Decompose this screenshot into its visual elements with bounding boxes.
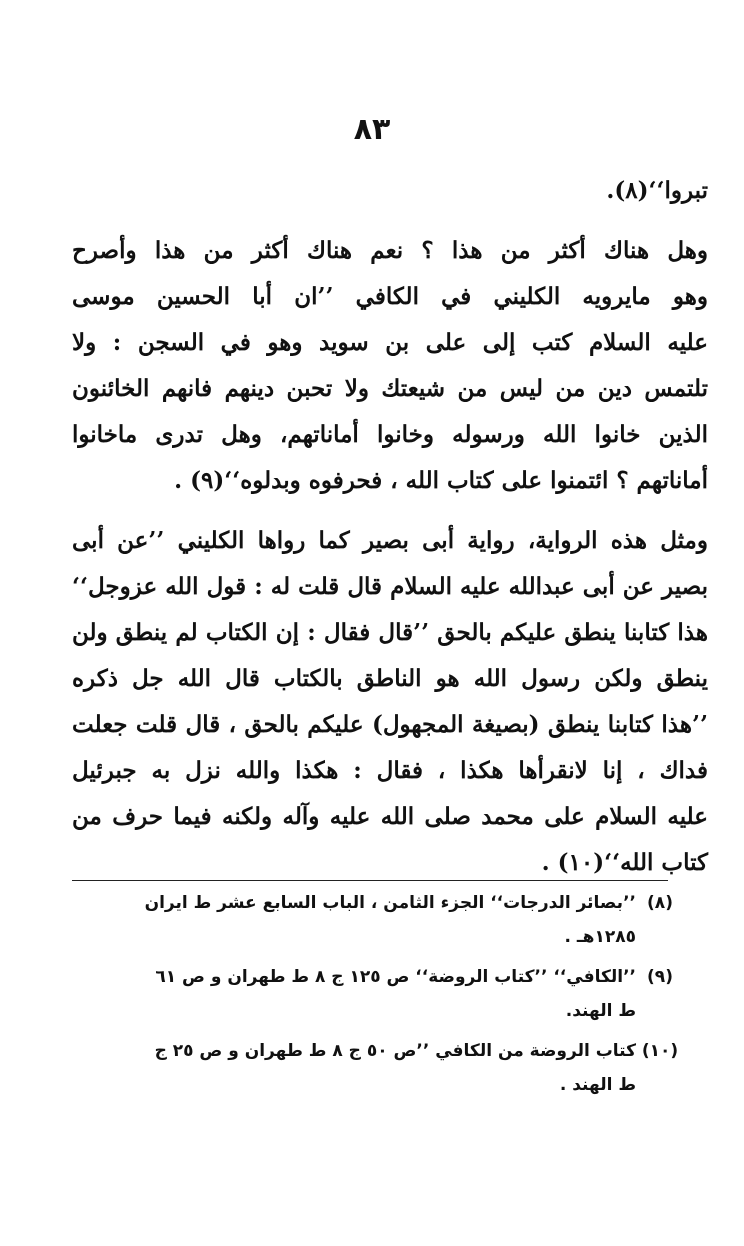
footnote-8 — [88, 886, 684, 954]
paragraph-1 — [72, 168, 708, 214]
footnote-text: ’’الكافي‘‘ ’’كتاب الروضة‘‘ ص ١٢٥ ج ٨ ط طهران و ص ٦١ — [155, 967, 636, 987]
footnote-divider — [72, 880, 668, 881]
footnotes — [88, 886, 684, 1102]
text-line: ينطق ولكن رسول الله هو الناطق بالكتاب قال الله جل ذكره — [72, 665, 708, 692]
footnote-9 — [88, 960, 684, 1028]
text-line: عليه السلام على محمد صلى الله عليه وآله ولكنه فيما حرف من — [72, 803, 708, 830]
footnote-number: (١٠) — [641, 1041, 679, 1061]
footnote-continuation: ط الهند. — [565, 1001, 636, 1021]
text-line: وهل هناك أكثر من هذا ؟ نعم هناك أكثر من هذا وأصرح — [72, 237, 708, 264]
footnote-continuation: ١٢٨٥هـ . — [564, 927, 636, 947]
text-line: تبروا‘‘(٨). — [606, 177, 708, 204]
footnote-10 — [88, 1034, 684, 1102]
text-line: أماناتهم ؟ ائتمنوا على كتاب الله ، فحرفوه وبدلوه‘‘(٩) . — [174, 467, 708, 494]
paragraph-2 — [72, 228, 708, 504]
text-line: الذين خانوا الله ورسوله وخانوا أماناتهم، وهل تدرى ماخانوا — [72, 421, 708, 448]
footnote-text: كتاب الروضة من الكافي ’’ص ٥٠ ج ٨ ط طهران و ص ٢٥ ج — [154, 1041, 636, 1061]
footnote-text: ’’بصائر الدرجات‘‘ الجزء الثامن ، الباب السابع عشر ط ايران — [144, 893, 636, 913]
footnote-number: (٩) — [647, 967, 673, 987]
page-number: ٨٣ — [353, 112, 391, 147]
paragraph-3 — [72, 518, 708, 886]
footnote-continuation: ط الهند . — [559, 1075, 636, 1095]
footnote-number: (٨) — [647, 893, 673, 913]
text-line: هذا كتابنا ينطق عليكم بالحق ’’قال فقال : إن الكتاب لم ينطق ولن — [72, 619, 708, 646]
text-line: بصير عن أبى عبدالله عليه السلام قال قلت له : قول الله عزوجل‘‘ — [72, 573, 708, 600]
text-line: فداك ، إنا لانقرأها هكذا ، فقال : هكذا والله نزل به جبرئيل — [72, 757, 708, 784]
text-line: ’’هذا كتابنا ينطق (بصيغة المجهول) عليكم بالحق ، قال قلت جعلت — [72, 711, 708, 738]
text-line: تلتمس دين من ليس من شيعتك ولا تحبن دينهم فانهم الخائنون — [72, 375, 708, 402]
text-line: ومثل هذه الرواية، رواية أبى بصير كما رواها الكليني ’’عن أبى — [72, 527, 708, 554]
text-line: وهو مايرويه الكليني في الكافي ’’ان أبا الحسين موسى — [72, 283, 708, 310]
text-line: عليه السلام كتب إلى على بن سويد وهو في السجن : ولا — [72, 329, 708, 356]
text-line: كتاب الله‘‘(١٠) . — [541, 849, 708, 876]
main-text — [72, 168, 708, 886]
